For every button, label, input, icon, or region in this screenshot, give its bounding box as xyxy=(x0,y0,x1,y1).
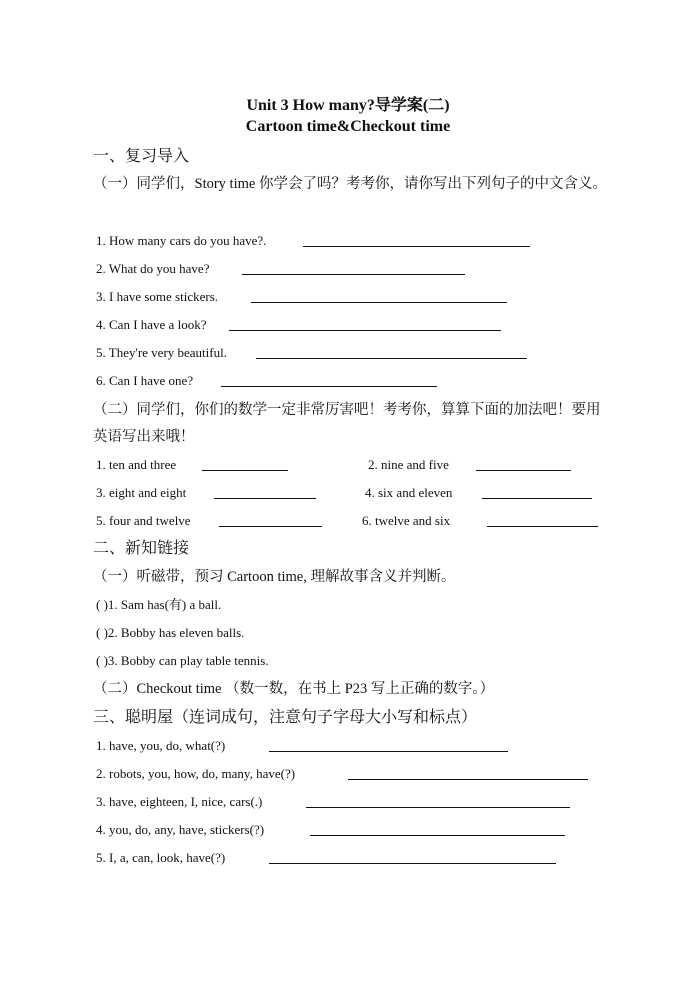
sentence-blank-4[interactable] xyxy=(310,835,565,836)
math-blank-3[interactable] xyxy=(214,498,316,499)
review-item-2: 2. What do you have? xyxy=(96,261,210,276)
review-item-3: 3. I have some stickers. xyxy=(96,289,219,304)
sentence-item-1: 1. have, you, do, what(?) xyxy=(96,738,226,753)
sentence-item-3: 3. have, eighteen, I, nice, cars(.) xyxy=(96,794,263,809)
section-2-heading: 二、新知链接 xyxy=(93,538,190,557)
answer-blank-1[interactable] xyxy=(303,246,530,247)
math-blank-6[interactable] xyxy=(487,526,598,527)
section-1-part-2-instruction: （二）同学们，你们的数学一定非常厉害吧！考考你，算算下面的加法吧！要用英语写出来哦！ xyxy=(93,402,601,445)
sentence-blank-1[interactable] xyxy=(269,751,508,752)
sentence-blank-2[interactable] xyxy=(348,779,588,780)
math-blank-4[interactable] xyxy=(482,498,592,499)
section-3-heading: 三、聪明屋（连词成句，注意句子字母大小写和标点） xyxy=(93,707,478,726)
answer-blank-2[interactable] xyxy=(242,274,465,275)
math-item-2: 2. nine and five xyxy=(368,457,449,472)
math-item-5: 5. four and twelve xyxy=(96,513,191,528)
review-item-1: 1. How many cars do you have?. xyxy=(96,233,267,248)
answer-blank-4[interactable] xyxy=(229,330,501,331)
section-2-part-2-instruction: （二）Checkout time （数一数，在书上 P23 写上正确的数字。） xyxy=(93,681,495,697)
review-item-4: 4. Can I have a look? xyxy=(96,317,207,332)
answer-blank-5[interactable] xyxy=(256,358,527,359)
judge-item-3: ( )3. Bobby can play table tennis. xyxy=(96,653,269,668)
sentence-blank-5[interactable] xyxy=(269,863,556,864)
math-item-4: 4. six and eleven xyxy=(365,485,453,500)
title-line-1: Unit 3 How many?导学案(二) xyxy=(246,97,450,114)
judge-item-1: ( )1. Sam has(有) a ball. xyxy=(96,597,222,612)
sentence-item-2: 2. robots, you, how, do, many, have(?) xyxy=(96,766,296,781)
math-item-6: 6. twelve and six xyxy=(362,513,451,528)
judge-item-2: ( )2. Bobby has eleven balls. xyxy=(96,625,245,640)
section-1-heading: 一、复习导入 xyxy=(93,146,190,165)
section-2-part-1-instruction: （一）听磁带，预习 Cartoon time, 理解故事含义并判断。 xyxy=(93,569,456,585)
review-item-6: 6. Can I have one? xyxy=(96,373,194,388)
sentence-item-4: 4. you, do, any, have, stickers(?) xyxy=(96,822,265,837)
math-blank-5[interactable] xyxy=(219,526,322,527)
title-line-2: Cartoon time&Checkout time xyxy=(245,118,451,135)
math-blank-1[interactable] xyxy=(202,470,288,471)
sentence-blank-3[interactable] xyxy=(306,807,570,808)
answer-blank-3[interactable] xyxy=(251,302,507,303)
math-blank-2[interactable] xyxy=(476,470,571,471)
answer-blank-6[interactable] xyxy=(221,386,437,387)
math-item-1: 1. ten and three xyxy=(96,457,177,472)
sentence-item-5: 5. I, a, can, look, have(?) xyxy=(96,850,226,865)
section-1-part-1-instruction: （一）同学们，Story time 你学会了吗？考考你，请你写出下列句子的中文含义。 xyxy=(93,176,607,192)
review-item-5: 5. They're very beautiful. xyxy=(96,345,227,360)
math-item-3: 3. eight and eight xyxy=(96,485,187,500)
